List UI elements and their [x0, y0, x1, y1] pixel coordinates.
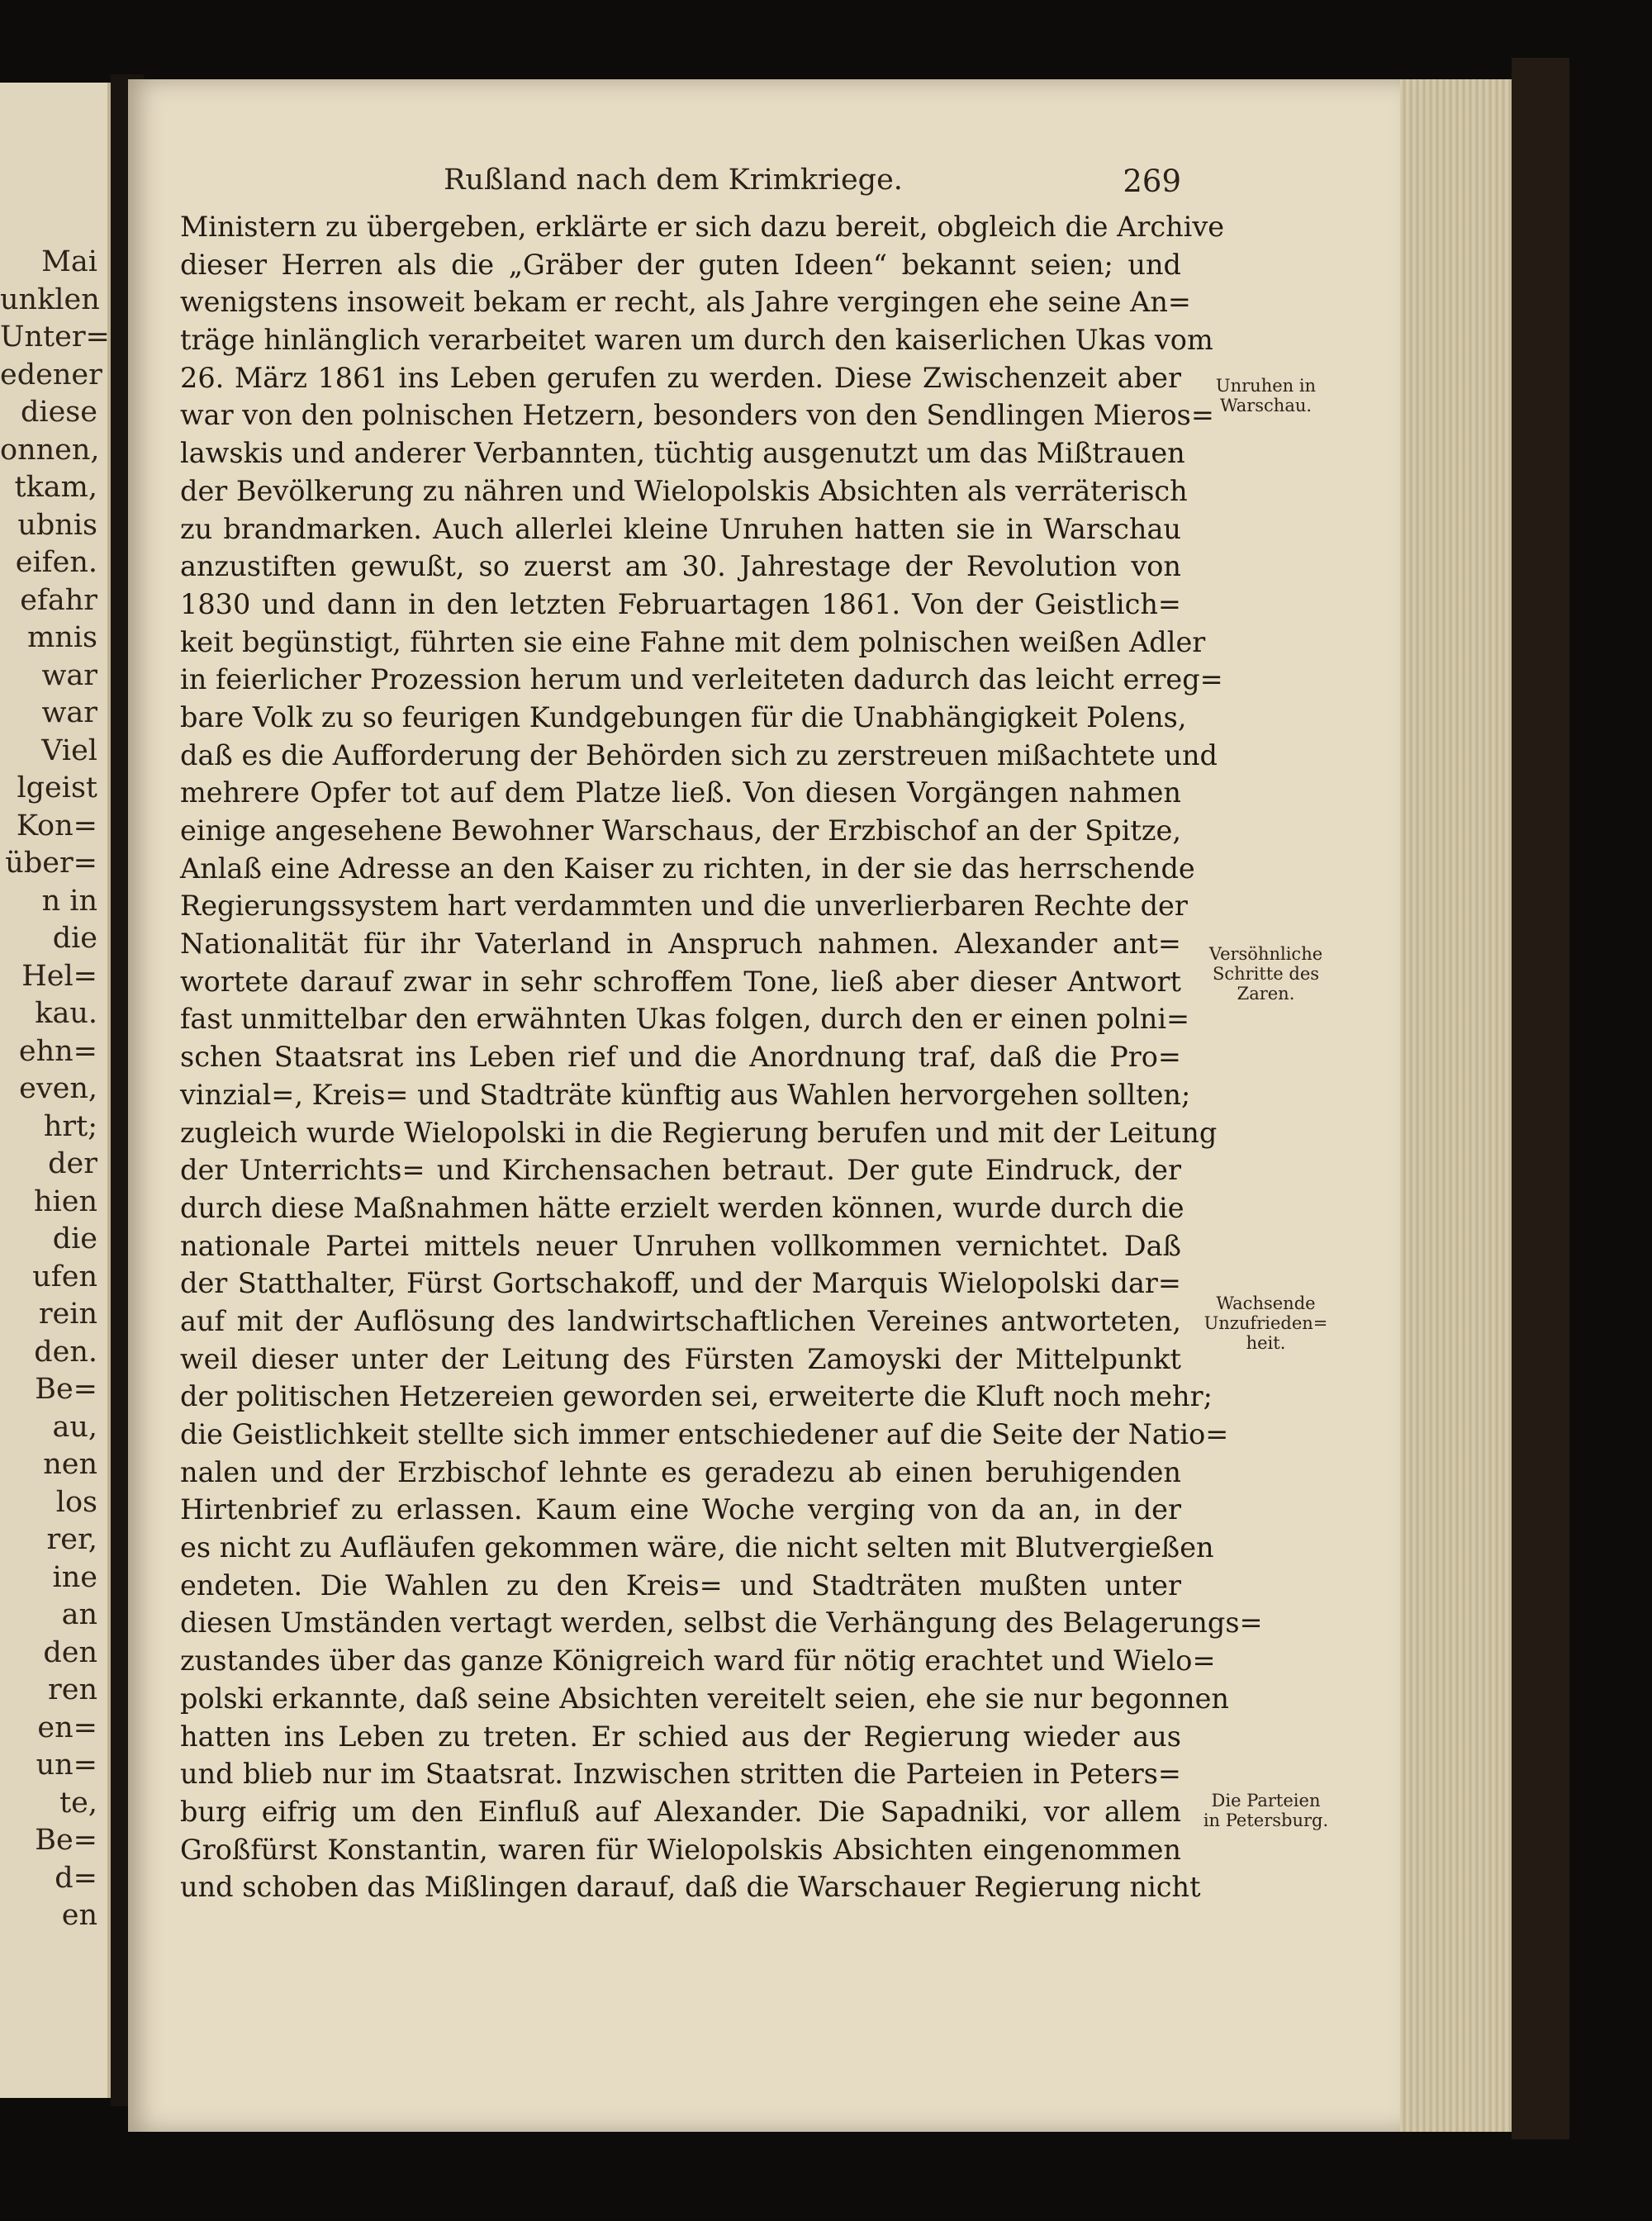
text-line: der Bevölkerung zu nähren und Wielopolskis Absichten als verräterisch [180, 474, 1188, 507]
text-line: der Unterrichts= und Kirchensachen betraut. Der gute Eindruck, der [180, 1154, 1181, 1187]
text-line: lawskis und anderer Verbannten, tüchtig ausgenutzt um das Mißtrauen [180, 437, 1185, 470]
left-page-fragment: eifen. [15, 546, 97, 579]
left-page-fragment: en [61, 1899, 97, 1932]
left-page-fragment: war [41, 658, 97, 692]
marginal-note-line: Wachsende [1216, 1293, 1316, 1313]
left-page [0, 83, 111, 2098]
left-page-fragment: rein [38, 1298, 97, 1331]
text-line: bare Volk zu so feurigen Kundgebungen für die Unabhängigkeit Polens, [180, 700, 1187, 733]
left-page-fragment: Mai [41, 245, 97, 278]
text-line: anzustiften gewußt, so zuerst am 30. Jahrestage der Revolution von [180, 550, 1181, 583]
left-page-fragment: ine [52, 1560, 97, 1594]
left-page-fragment: tkam, [14, 471, 97, 504]
text-line: träge hinlänglich verarbeitet waren um durch den kaiserlichen Ukas vom [180, 324, 1213, 357]
left-page-fragment: Unter= [0, 320, 110, 354]
left-page-fragment: der [48, 1147, 97, 1180]
text-line: zu brandmarken. Auch allerlei kleine Unruhen hatten sie in Warschau [180, 512, 1181, 545]
body-text [180, 208, 1263, 1906]
left-page-fragment: den. [34, 1335, 97, 1369]
text-line: in feierlicher Prozession herum und verleiteten dadurch das leicht erreg= [180, 663, 1223, 696]
left-page-fragment: rer, [46, 1523, 97, 1556]
marginal-note-line: Unzufrieden= [1203, 1313, 1328, 1333]
left-page-fragment: ehn= [18, 1034, 97, 1068]
text-line: wenigstens insoweit bekam er recht, als Jahre vergingen ehe seine An= [180, 286, 1191, 319]
marginal-note-conciliatory-steps [1189, 944, 1342, 1004]
text-line: war von den polnischen Hetzern, besonders von den Sendlingen Mieros= [180, 399, 1214, 432]
text-line: einige angesehene Bewohner Warschaus, der Erzbischof an der Spitze, [180, 814, 1181, 847]
left-page-fragment: den [43, 1635, 97, 1669]
text-line: zugleich wurde Wielopolski in die Regierung berufen und mit der Leitung [180, 1116, 1218, 1149]
text-line: nationale Partei mittels neuer Unruhen vollkommen vernichtet. Daß [180, 1229, 1181, 1262]
text-line: nalen und der Erzbischof lehnte es geradezu ab einen beruhigenden [180, 1455, 1181, 1488]
left-page-fragment: n in [41, 884, 97, 918]
text-line: dieser Herren als die „Gräber der guten Ideen“ bekannt seien; und [180, 248, 1181, 281]
left-page-fragment: die [52, 1222, 97, 1255]
left-page-fragment: Viel [41, 733, 97, 767]
text-line: und blieb nur im Staatsrat. Inzwischen stritten die Parteien in Peters= [180, 1758, 1181, 1791]
marginal-note-line: heit. [1246, 1333, 1286, 1353]
left-page-fragment: mnis [27, 621, 97, 654]
text-line: zustandes über das ganze Königreich ward für nötig erachtet und Wielo= [180, 1644, 1216, 1678]
text-line: es nicht zu Aufläufen gekommen wäre, die nicht selten mit Blutvergießen [180, 1531, 1214, 1564]
text-line: vinzial=, Kreis= und Stadträte künftig aus Wahlen hervorgehen sollten; [180, 1078, 1191, 1111]
left-page-fragment: die [52, 922, 97, 955]
left-page-fragment: hrt; [43, 1109, 97, 1143]
left-page-fragment: even, [19, 1072, 97, 1105]
left-page-fragment: an [61, 1598, 97, 1631]
marginal-note-line: Schritte des [1212, 964, 1320, 984]
left-page-fragment: ufen [32, 1260, 97, 1293]
marginal-note-unrest [1189, 376, 1342, 415]
left-page-fragment: über= [5, 847, 97, 880]
page-edges [1400, 79, 1518, 2132]
text-line: weil dieser unter der Leitung des Fürsten Zamoyski der Mittelpunkt [180, 1342, 1181, 1375]
marginal-note-line: in Petersburg. [1203, 1810, 1329, 1830]
marginal-note-line: Warschau. [1219, 396, 1313, 415]
text-line: burg eifrig um den Einfluß auf Alexander. Die Sapadniki, vor allem [180, 1795, 1181, 1828]
left-page-fragment: Kon= [16, 809, 97, 842]
text-line: wortete darauf zwar in sehr schroffem Tone, ließ aber dieser Antwort [180, 965, 1181, 998]
left-page-fragment: lgeist [17, 771, 97, 804]
text-line: 1830 und dann in den letzten Februartagen 1861. Von der Geistlich= [180, 587, 1181, 620]
left-page-fragment: en= [37, 1711, 97, 1744]
left-page-fragment: nen [43, 1448, 97, 1481]
marginal-note-line: Unruhen in [1215, 376, 1317, 396]
text-line: fast unmittelbar den erwähnten Ukas folgen, durch den er einen polni= [180, 1003, 1190, 1036]
left-page-fragment: hien [34, 1184, 97, 1218]
left-page-fragment: edener [0, 358, 102, 392]
text-line: die Geistlichkeit stellte sich immer entschiedener auf die Seite der Natio= [180, 1418, 1229, 1450]
marginal-note-line: Die Parteien [1211, 1791, 1321, 1810]
marginal-note-parties-petersburg [1189, 1791, 1342, 1830]
marginal-note-line: Zaren. [1237, 984, 1295, 1004]
left-page-fragment: au, [52, 1410, 97, 1444]
left-page-fragment: un= [36, 1749, 97, 1782]
page-number: 269 [1123, 164, 1181, 199]
left-page-fragment: diese [21, 396, 97, 429]
left-page-fragment: efahr [20, 583, 97, 617]
text-line: und schoben das Mißlingen darauf, daß die Warschauer Regierung nicht [180, 1871, 1201, 1904]
marginal-note-line: Versöhnliche [1208, 944, 1323, 964]
text-line: endeten. Die Wahlen zu den Kreis= und Stadträten mußten unter [180, 1568, 1181, 1602]
running-title: Rußland nach dem Krimkriege. [444, 164, 903, 197]
text-line: Ministern zu übergeben, erklärte er sich dazu bereit, obgleich die Archive [180, 211, 1225, 243]
text-line: Regierungssystem hart verdammten und die unverlierbaren Rechte der [180, 890, 1188, 923]
left-page-fragment: ren [48, 1673, 97, 1706]
marginal-note-growing-discontent [1189, 1293, 1342, 1353]
left-page-fragment: Be= [35, 1373, 97, 1406]
left-page-fragment: Hel= [21, 959, 97, 993]
text-line: Großfürst Konstantin, waren für Wielopolskis Absichten eingenommen [180, 1833, 1181, 1866]
text-line: polski erkannte, daß seine Absichten vereitelt seien, ehe sie nur begonnen [180, 1682, 1229, 1715]
text-line: der Statthalter, Fürst Gortschakoff, und der Marquis Wielopolski dar= [180, 1267, 1181, 1300]
text-line: der politischen Hetzereien geworden sei, erweiterte die Kluft noch mehr; [180, 1380, 1213, 1413]
text-line: Anlaß eine Adresse an den Kaiser zu richten, in der sie das herrschende [180, 852, 1195, 885]
text-line: Hirtenbrief zu erlassen. Kaum eine Woche verging von da an, in der [180, 1493, 1181, 1526]
book-cover [1512, 58, 1569, 2139]
left-page-fragment: d= [55, 1861, 97, 1895]
text-line: mehrere Opfer tot auf dem Platze ließ. Von diesen Vorgängen nahmen [180, 776, 1181, 809]
text-line: durch diese Maßnahmen hätte erzielt werden können, wurde durch die [180, 1191, 1184, 1224]
text-line: keit begünstigt, führten sie eine Fahne mit dem polnischen weißen Adler [180, 625, 1206, 658]
left-page-fragment: war [41, 696, 97, 729]
left-page-fragment: los [55, 1485, 97, 1519]
page-header [165, 164, 1181, 205]
text-line: daß es die Aufforderung der Behörden sich zu zerstreuen mißachtete und [180, 738, 1218, 771]
left-page-fragment: Be= [35, 1824, 97, 1857]
left-page-fragment: unklen [0, 282, 100, 316]
text-line: Nationalität für ihr Vaterland in Anspruch nahmen. Alexander ant= [180, 928, 1181, 961]
left-page-fragment: onnen, [0, 433, 100, 467]
text-line: auf mit der Auflösung des landwirtschaftlichen Vereines antworteten, [180, 1304, 1181, 1337]
left-page-text-fragments [0, 244, 110, 1935]
text-line: diesen Umständen vertagt werden, selbst die Verhängung des Belagerungs= [180, 1606, 1263, 1640]
text-line: 26. März 1861 ins Leben gerufen zu werden. Diese Zwischenzeit aber [180, 361, 1181, 394]
text-line: schen Staatsrat ins Leben rief und die Anordnung traf, daß die Pro= [180, 1041, 1181, 1074]
text-line: hatten ins Leben zu treten. Er schied aus der Regierung wieder aus [180, 1720, 1181, 1753]
left-page-fragment: ubnis [17, 508, 97, 542]
left-page-fragment: kau. [35, 997, 97, 1030]
left-page-fragment: te, [59, 1786, 97, 1820]
